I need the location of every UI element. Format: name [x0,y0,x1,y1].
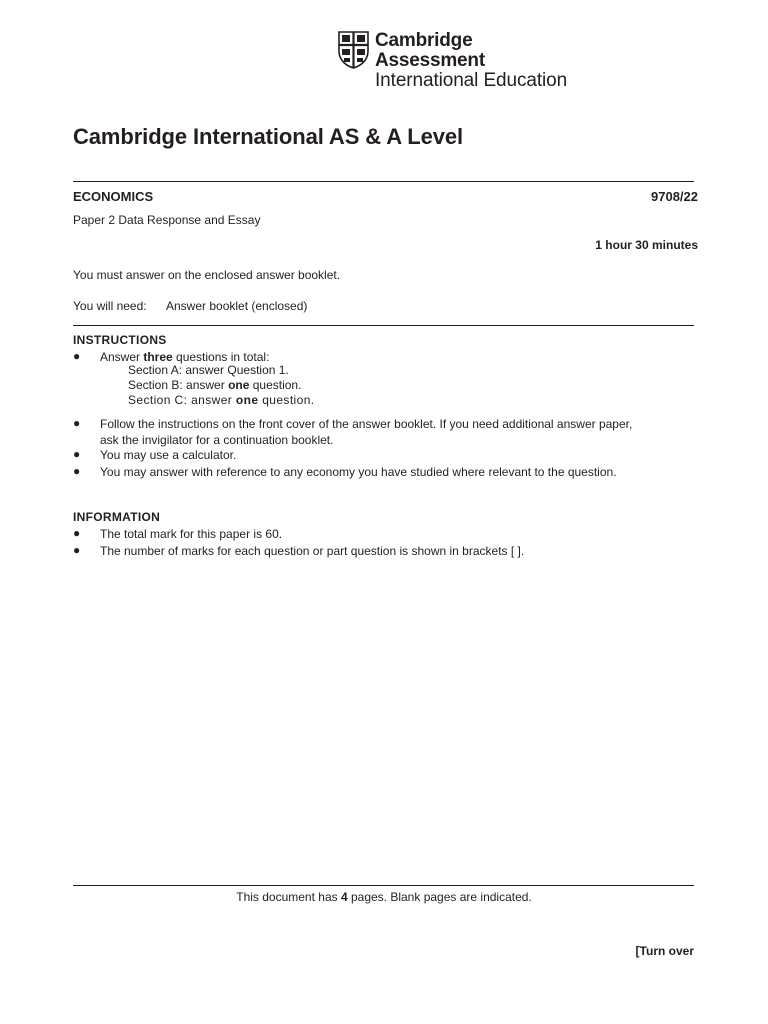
bullet-icon: ● [73,464,81,478]
instruction-section-a: Section A: answer Question 1. [128,363,289,377]
divider-bottom [73,885,694,886]
answer-note: You must answer on the enclosed answer booklet. [73,268,341,282]
cambridge-shield-icon [338,31,369,69]
bullet-icon: ● [73,447,81,461]
instruction-follow [100,416,690,448]
instruction-economy: You may answer with reference to any economy you have studied where relevant to the question. [100,465,617,479]
information-heading: INFORMATION [73,510,161,524]
bullet-icon: ● [73,349,81,363]
need-label: You will need: [73,299,147,313]
cambridge-logo [338,30,578,91]
paper-code: 9708/22 [651,189,698,204]
need-value: Answer booklet (enclosed) [166,299,308,313]
turn-over-label: [Turn over [635,944,694,958]
instruction-calculator: You may use a calculator. [100,448,237,462]
bullet-icon: ● [73,543,81,557]
info-marks-brackets: The number of marks for each question or part question is shown in brackets [ ]. [100,544,525,558]
instruction-follow-line-2: ask the invigilator for a continuation booklet. [100,433,334,447]
bullet-icon: ● [73,526,81,540]
instruction-section-c: Section C: answer one question. [128,393,315,407]
page-count-note: This document has 4 pages. Blank pages are indicated. [236,890,532,904]
paper-name: Paper 2 Data Response and Essay [73,213,261,227]
exam-duration: 1 hour 30 minutes [595,238,698,252]
divider-middle [73,325,694,326]
divider-top [73,181,694,182]
logo-line-2: International Education [375,70,568,91]
qualification-title: Cambridge International AS & A Level [73,124,464,149]
logo-line-1: Cambridge Assessment [375,30,485,71]
instruction-section-b: Section B: answer one question. [128,378,302,392]
subject-name: ECONOMICS [73,189,154,204]
info-total-mark: The total mark for this paper is 60. [100,527,283,541]
instruction-answer: Answer three questions in total: [100,350,270,364]
bullet-icon: ● [73,416,81,430]
instruction-follow-line-1: Follow the instructions on the front cover of the answer booklet. If you need additional answer paper, [100,417,633,431]
instructions-heading: INSTRUCTIONS [73,333,167,347]
